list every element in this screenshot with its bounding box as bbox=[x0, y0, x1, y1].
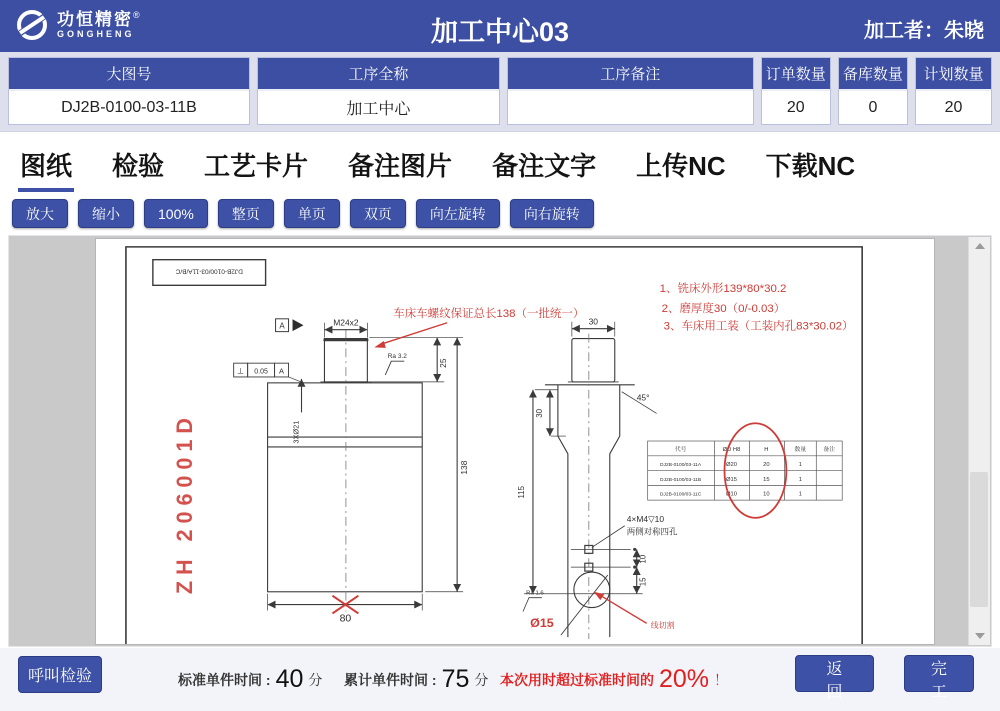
wirecut-note: 线切割 bbox=[650, 621, 675, 631]
tolerance-value: 0.05 bbox=[254, 368, 268, 376]
call-inspection-button[interactable]: 呼叫检验 bbox=[18, 656, 102, 693]
table-cell: Ø15 bbox=[726, 476, 737, 483]
drawing-viewport bbox=[8, 235, 992, 647]
overtime-warning-suffix: ！ bbox=[714, 671, 729, 688]
tab-download-nc[interactable]: 下载NC bbox=[765, 151, 856, 181]
accumulated-time-group bbox=[344, 648, 488, 711]
logo-company-name: 功恒精密 bbox=[57, 9, 133, 29]
info-header: 订单数量 bbox=[762, 58, 830, 91]
logo-company-latin: GONGHENG bbox=[57, 28, 135, 39]
technical-drawing bbox=[96, 239, 934, 644]
tab-process-card[interactable]: 工艺卡片 bbox=[204, 151, 309, 181]
table-cell: 1 bbox=[798, 462, 802, 469]
overtime-warning bbox=[500, 648, 728, 711]
scroll-down-arrow-icon[interactable] bbox=[969, 627, 990, 645]
table-cell: Ø10 bbox=[726, 491, 737, 498]
part-watermark: ZH 206001D bbox=[171, 412, 197, 595]
registered-mark: ® bbox=[133, 9, 140, 20]
overtime-warning-prefix: 本次用时超过标准时间的 bbox=[500, 671, 654, 688]
table-cell: DJ2B-0100/03-11A bbox=[660, 463, 702, 469]
dim-30-left: 30 bbox=[534, 409, 544, 418]
dia15-red-label: Ø15 bbox=[530, 616, 554, 631]
standard-time-label: 标准单件时间 : bbox=[178, 671, 271, 688]
back-button[interactable]: 返 回 bbox=[795, 655, 874, 692]
info-col-drawing-no bbox=[8, 57, 250, 125]
dim-25: 25 bbox=[438, 358, 449, 368]
table-header-remark: 备注 bbox=[823, 446, 836, 453]
order-qty-value: 20 bbox=[786, 98, 805, 116]
drawing-number-value: DJ2B-0100-03-11B bbox=[61, 98, 197, 116]
company-logo bbox=[14, 7, 140, 43]
tolerance-datum: A bbox=[279, 366, 285, 376]
finish-button[interactable]: 完 工 bbox=[904, 655, 974, 692]
table-cell: DJ2B-0100/03-11B bbox=[660, 477, 702, 483]
tab-bar bbox=[0, 132, 1000, 192]
info-col-order-qty bbox=[761, 57, 831, 125]
thread-note-annotation: 车床车螺纹保证总长138（一批统一） bbox=[393, 307, 585, 320]
standard-time-unit: 分 bbox=[308, 671, 323, 688]
process-name-value: 加工中心 bbox=[346, 101, 411, 118]
dim-115: 115 bbox=[516, 485, 526, 499]
overtime-warning-value: 20% bbox=[659, 665, 710, 693]
table-cell: 1 bbox=[798, 491, 802, 498]
drawing-page bbox=[95, 238, 935, 645]
variant-table-text bbox=[660, 445, 835, 498]
thread-note-arrow bbox=[374, 323, 447, 348]
info-header: 工序全称 bbox=[258, 58, 499, 91]
double-page-button[interactable]: 双页 bbox=[350, 199, 406, 228]
accumulated-time-label: 累计单件时间 : bbox=[344, 671, 437, 688]
table-cell: 15 bbox=[763, 476, 770, 483]
logo-text-block bbox=[57, 11, 140, 39]
operator-label: 加工者：朱晓 bbox=[864, 20, 984, 42]
fit-page-button[interactable]: 整页 bbox=[218, 199, 274, 228]
bottom-bar bbox=[0, 648, 1000, 711]
job-info-table bbox=[8, 57, 992, 125]
wirecut-arrow bbox=[594, 592, 647, 624]
red-note-1: 1、铣床外形139*80*30.2 bbox=[659, 283, 787, 296]
dim-45deg: 45° bbox=[636, 392, 650, 403]
viewer-toolbar bbox=[0, 192, 1000, 228]
bore-callout-3x21: 3XØ21 bbox=[291, 420, 301, 444]
frame-title-label: DJ2B-0100/03-11A/B/C bbox=[175, 267, 243, 275]
logo-icon bbox=[14, 7, 50, 43]
process-remark-value bbox=[508, 91, 753, 124]
info-col-plan-qty bbox=[915, 57, 992, 125]
tab-upload-nc[interactable]: 上传NC bbox=[636, 151, 726, 181]
dim-138: 138 bbox=[459, 460, 470, 475]
holes-callout-line2: 两侧对称四孔 bbox=[626, 526, 678, 537]
red-note-2: 2、磨厚度30（0/-0.03） bbox=[661, 302, 786, 315]
perpendicularity-symbol: ⊥ bbox=[237, 366, 245, 376]
table-header-code: 代号 bbox=[674, 446, 687, 453]
info-col-stock-qty bbox=[838, 57, 908, 125]
table-cell: 1 bbox=[798, 476, 802, 483]
accumulated-time-unit: 分 bbox=[474, 671, 489, 688]
info-header: 备库数量 bbox=[839, 58, 907, 91]
tab-remark-text[interactable]: 备注文字 bbox=[492, 151, 597, 181]
page-title: 加工中心03 bbox=[430, 17, 570, 47]
zoom-100-button[interactable]: 100% bbox=[144, 199, 208, 228]
info-col-process-name bbox=[257, 57, 500, 125]
table-cell: 20 bbox=[763, 462, 770, 469]
table-cell: Ø20 bbox=[726, 462, 737, 469]
holes-callout-line1: 4×M4▽10 bbox=[626, 513, 665, 524]
dim-10: 10 bbox=[638, 554, 648, 564]
table-cell: DJ2B-0100/03-11C bbox=[659, 492, 702, 498]
plan-qty-value: 20 bbox=[944, 98, 963, 116]
table-cell: 10 bbox=[763, 491, 770, 498]
tab-drawing[interactable]: 图纸 bbox=[18, 146, 74, 192]
accumulated-time-value: 75 bbox=[441, 665, 470, 693]
tab-inspection[interactable]: 检验 bbox=[112, 151, 165, 181]
dim-m24x2: M24x2 bbox=[333, 317, 359, 328]
table-header-h: H bbox=[764, 446, 769, 453]
standard-time-group bbox=[178, 648, 322, 711]
scroll-up-arrow-icon[interactable] bbox=[969, 237, 990, 255]
stock-qty-value: 0 bbox=[868, 98, 878, 116]
table-header-qty: 数量 bbox=[794, 446, 807, 453]
vertical-scrollbar[interactable] bbox=[968, 237, 990, 645]
zoom-out-button[interactable]: 缩小 bbox=[78, 199, 134, 228]
roughness-ra16: Ra 1.6 bbox=[526, 590, 544, 597]
info-header: 大图号 bbox=[9, 58, 249, 91]
rotate-right-button[interactable]: 向右旋转 bbox=[510, 199, 594, 228]
rotate-left-button[interactable]: 向左旋转 bbox=[416, 199, 500, 228]
datum-a-label: A bbox=[279, 321, 285, 331]
dim-15: 15 bbox=[638, 577, 648, 587]
dim-30-top: 30 bbox=[588, 316, 599, 327]
zoom-in-button[interactable]: 放大 bbox=[12, 199, 68, 228]
info-header: 工序备注 bbox=[508, 58, 753, 91]
dim-80: 80 bbox=[339, 613, 352, 625]
table-header-diameter: ØD H8 bbox=[722, 446, 741, 453]
roughness-ra32: Ra 3.2 bbox=[387, 353, 407, 361]
standard-time-value: 40 bbox=[275, 665, 304, 693]
scrollbar-thumb[interactable] bbox=[970, 472, 988, 607]
single-page-button[interactable]: 单页 bbox=[284, 199, 340, 228]
tab-remark-images[interactable]: 备注图片 bbox=[348, 151, 453, 181]
red-note-3: 3、车床用工装（工装内孔83*30.02） bbox=[663, 320, 854, 333]
info-header: 计划数量 bbox=[916, 58, 991, 91]
left-view-geometry bbox=[234, 319, 463, 612]
app-header bbox=[0, 0, 1000, 52]
info-col-process-remark bbox=[507, 57, 754, 125]
